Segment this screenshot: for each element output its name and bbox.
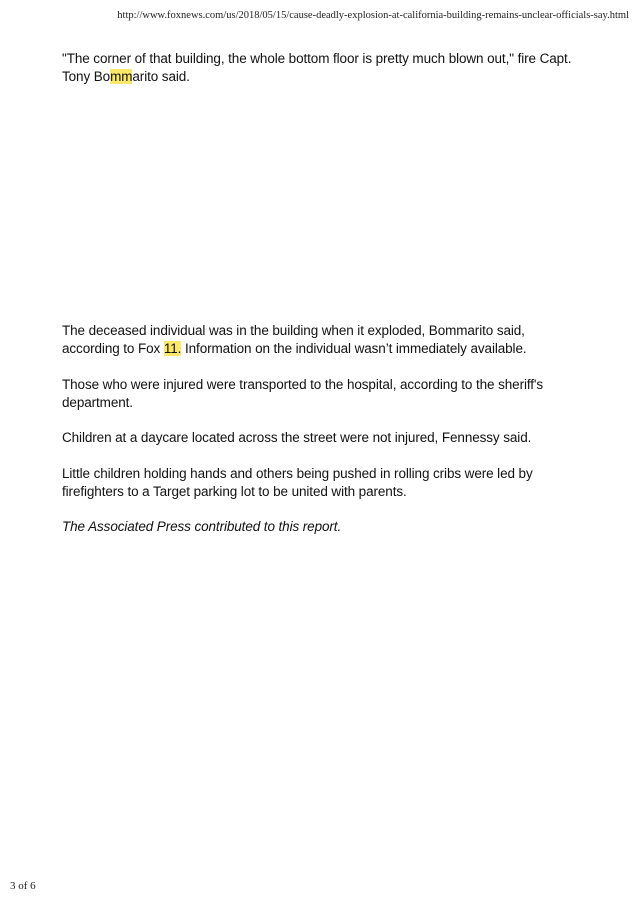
paragraph-text: The deceased individual was in the building when it exploded, Bommarito said, according to Fox — [62, 323, 525, 356]
highlighted-text: mm — [110, 69, 133, 84]
paragraph-quote — [62, 50, 582, 86]
page-number: 3 of 6 — [10, 880, 36, 892]
paragraph-text: Children at a daycare located across the street were not injured, Fennessy said. — [62, 430, 532, 445]
paragraph-daycare — [62, 429, 582, 447]
paragraph-text: Those who were injured were transported to the hospital, according to the sheriff's department. — [62, 377, 544, 410]
highlighted-text: 11. — [163, 341, 182, 356]
paragraph-text: Information on the individual wasn’t immediately available. — [181, 341, 527, 356]
paragraph-credit — [62, 518, 582, 536]
credit-text: The Associated Press contributed to this report. — [62, 519, 342, 534]
paragraph-deceased — [62, 322, 582, 358]
page-url: http://www.foxnews.com/us/2018/05/15/cause-deadly-explosion-at-california-building-remains-unclear-officials-say.html — [117, 10, 629, 21]
paragraph-text: Little children holding hands and others being pushed in rolling cribs were led by firefighters to a Target parking lot to be united with parents. — [62, 466, 533, 499]
paragraph-text: arito said. — [132, 69, 190, 84]
paragraph-injured — [62, 376, 582, 412]
paragraph-children — [62, 465, 582, 501]
paragraph-text: "The corner of that building, the whole bottom floor is pretty much blown out," fire Capt. Tony Bo — [62, 51, 572, 84]
